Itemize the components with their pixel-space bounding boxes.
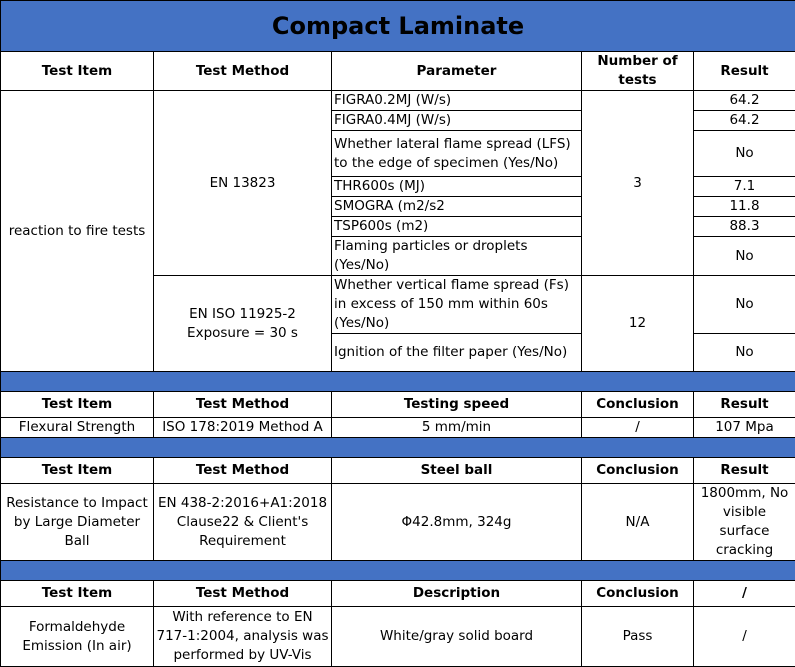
result-cell: 1800mm, No visible surface cracking — [694, 484, 795, 561]
header-test-method: Test Method — [154, 458, 332, 484]
header-result: Result — [694, 458, 795, 484]
result-cell: No — [694, 131, 795, 177]
section1-header-row — [1, 52, 795, 91]
item-flexural: Flexural Strength — [1, 418, 154, 438]
item-formaldehyde: Formaldehyde Emission (In air) — [1, 607, 154, 667]
testing-speed: 5 mm/min — [332, 418, 582, 438]
method-en717: With reference to EN 717-1:2004, analysis was performed by UV-Vis — [154, 607, 332, 667]
result-cell: No — [694, 334, 795, 372]
header-number-of-tests: Number of tests — [582, 52, 694, 91]
result-cell: / — [694, 607, 795, 667]
section3-header-row — [1, 458, 795, 484]
method-line-2: Exposure = 30 s — [156, 324, 329, 343]
method-line-1: EN ISO 11925-2 — [156, 305, 329, 324]
parameter-cell: Whether vertical flame spread (Fs) in excess of 150 mm within 60s (Yes/No) — [332, 276, 582, 334]
test-item-fire: reaction to fire tests — [1, 91, 154, 372]
table-row — [1, 91, 795, 111]
table-row — [1, 418, 795, 438]
report-title: Compact Laminate — [1, 1, 795, 52]
header-test-method: Test Method — [154, 52, 332, 91]
section2-header-row — [1, 392, 795, 418]
result-cell: 64.2 — [694, 91, 795, 111]
header-conclusion: Conclusion — [582, 581, 694, 607]
section-divider — [1, 438, 795, 458]
result-cell: No — [694, 237, 795, 276]
header-testing-speed: Testing speed — [332, 392, 582, 418]
description-cell: White/gray solid board — [332, 607, 582, 667]
steel-ball-spec: Φ42.8mm, 324g — [332, 484, 582, 561]
parameter-cell: SMOGRA (m2/s2 — [332, 197, 582, 217]
parameter-cell: Ignition of the filter paper (Yes/No) — [332, 334, 582, 372]
parameter-cell: TSP600s (m2) — [332, 217, 582, 237]
section-divider — [1, 372, 795, 392]
conclusion-cell: Pass — [582, 607, 694, 667]
method-en13823: EN 13823 — [154, 91, 332, 276]
method-en438: EN 438-2:2016+A1:2018 Clause22 & Client's Requirement — [154, 484, 332, 561]
conclusion-cell: N/A — [582, 484, 694, 561]
header-test-item: Test Item — [1, 52, 154, 91]
item-impact: Resistance to Impact by Large Diameter Ball — [1, 484, 154, 561]
section4-header-row — [1, 581, 795, 607]
conclusion-cell: / — [582, 418, 694, 438]
header-conclusion: Conclusion — [582, 392, 694, 418]
header-slash: / — [694, 581, 795, 607]
header-test-item: Test Item — [1, 392, 154, 418]
result-cell: 107 Mpa — [694, 418, 795, 438]
result-cell: 11.8 — [694, 197, 795, 217]
header-parameter: Parameter — [332, 52, 582, 91]
header-test-method: Test Method — [154, 581, 332, 607]
section-divider — [1, 561, 795, 581]
header-test-method: Test Method — [154, 392, 332, 418]
header-description: Description — [332, 581, 582, 607]
header-result: Result — [694, 392, 795, 418]
result-cell: 88.3 — [694, 217, 795, 237]
header-test-item: Test Item — [1, 458, 154, 484]
header-steel-ball: Steel ball — [332, 458, 582, 484]
parameter-cell: THR600s (MJ) — [332, 177, 582, 197]
parameter-cell: Whether lateral flame spread (LFS) to the edge of specimen (Yes/No) — [332, 131, 582, 177]
num-tests-group2: 12 — [582, 276, 694, 372]
result-cell: No — [694, 276, 795, 334]
parameter-cell: Flaming particles or droplets (Yes/No) — [332, 237, 582, 276]
result-cell: 7.1 — [694, 177, 795, 197]
header-result: Result — [694, 52, 795, 91]
result-cell: 64.2 — [694, 111, 795, 131]
header-test-item: Test Item — [1, 581, 154, 607]
table-row — [1, 484, 795, 561]
header-conclusion: Conclusion — [582, 458, 694, 484]
table-row — [1, 607, 795, 667]
num-tests-group1: 3 — [582, 91, 694, 276]
method-iso178: ISO 178:2019 Method A — [154, 418, 332, 438]
parameter-cell: FIGRA0.2MJ (W/s) — [332, 91, 582, 111]
parameter-cell: FIGRA0.4MJ (W/s) — [332, 111, 582, 131]
method-en-iso-11925 — [154, 276, 332, 372]
